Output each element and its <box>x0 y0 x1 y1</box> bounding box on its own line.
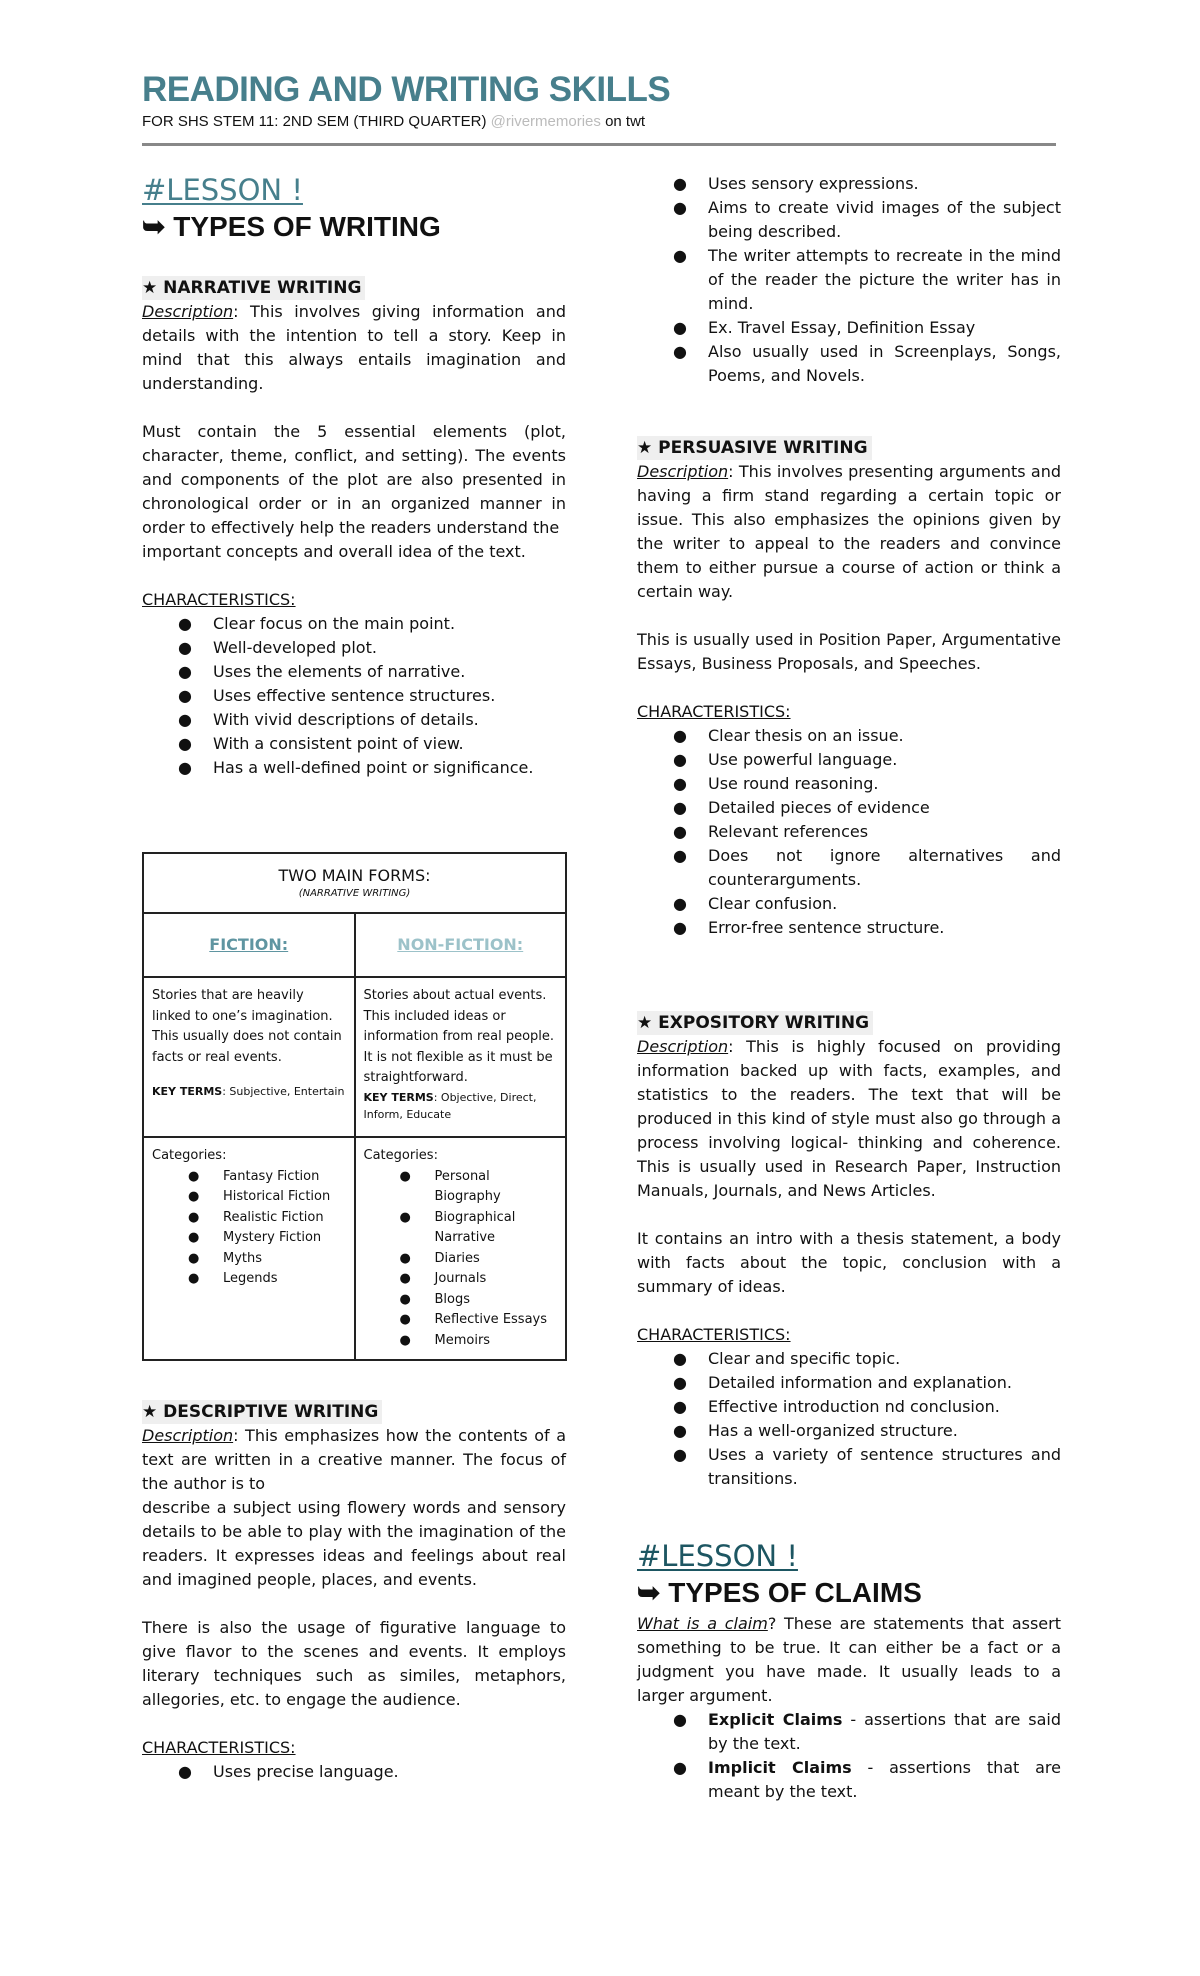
list-item-text: Historical Fiction <box>223 1189 331 1204</box>
narrative-section <box>142 276 566 780</box>
persuasive-characteristics <box>637 724 1061 940</box>
list-item <box>152 1187 346 1208</box>
narrative-forms-table <box>142 852 567 1361</box>
list-item-text: Clear and specific topic. <box>708 1349 901 1368</box>
descriptive-characteristics-cont <box>637 172 1061 388</box>
list-item <box>152 1208 346 1229</box>
list-item-text: Aims to create vivid images of the subject being described. <box>708 198 1061 241</box>
bullet-icon: ● <box>399 1250 411 1266</box>
list-item <box>637 796 1061 820</box>
list-item-text: Also usually used in Screenplays, Songs, Poems, and Novels. <box>708 342 1061 385</box>
bullet-icon: ● <box>178 614 192 633</box>
narrative-paragraph-end: important concepts and overall idea of the text. <box>142 542 526 561</box>
document-subtitle <box>142 113 645 130</box>
bullet-icon: ● <box>673 726 687 745</box>
list-item-text: Journals <box>434 1271 487 1286</box>
list-item: ● Implicit Claims - assertions that are meant by the text. <box>673 1758 1062 1801</box>
list-item-text: Use round reasoning. <box>708 774 879 793</box>
bullet-icon: ● <box>673 1349 687 1368</box>
expository-description <box>637 1035 1061 1203</box>
list-item <box>142 732 566 756</box>
list-item <box>637 172 1061 196</box>
expository-paragraph: It contains an intro with a thesis statement, a body with facts about the topic, conclusion with a summary of ideas. <box>637 1229 1061 1296</box>
list-item-text: Error-free sentence structure. <box>708 918 945 937</box>
bullet-icon: ● <box>399 1291 411 1307</box>
list-item-text: Diaries <box>434 1250 480 1266</box>
list-item <box>637 1419 1061 1443</box>
list-item <box>637 1371 1061 1395</box>
characteristics-label: CHARACTERISTICS: <box>142 1738 296 1757</box>
bullet-icon: ● <box>399 1168 411 1184</box>
list-item-text: Realistic Fiction <box>223 1209 324 1225</box>
author-handle: @rivermemories <box>490 113 601 130</box>
header-divider <box>142 143 1056 146</box>
list-item-text: Uses precise language. <box>213 1762 399 1781</box>
bullet-icon: ● <box>673 318 687 337</box>
list-item <box>364 1167 558 1208</box>
list-item <box>637 340 1061 388</box>
bullet-icon: ● <box>673 246 687 265</box>
list-item <box>637 748 1061 772</box>
bullet-icon: ● <box>399 1312 411 1327</box>
characteristics-label: CHARACTERISTICS: <box>637 702 791 721</box>
bullet-icon: ● <box>178 758 192 777</box>
list-item <box>637 244 1061 316</box>
lesson-2-section <box>637 1538 1061 1804</box>
bullet-icon: ● <box>188 1230 200 1245</box>
description-label: Description <box>142 302 234 321</box>
section-title-text: TYPES OF CLAIMS <box>668 1577 922 1608</box>
list-item <box>637 820 1061 844</box>
list-item-text: Clear confusion. <box>708 894 838 913</box>
description-label: Description <box>637 1037 729 1056</box>
descriptive-characteristics <box>142 1760 566 1784</box>
claim-term: Explicit Claims <box>708 1710 843 1729</box>
list-item <box>152 1167 346 1188</box>
list-item-text: With vivid descriptions of details. <box>213 710 479 729</box>
list-item <box>637 196 1061 244</box>
fiction-description: Stories that are heavily linked to one’s imagination. This usually does not contain facts or real events. <box>152 988 342 1065</box>
section-title-text: TYPES OF WRITING <box>173 211 441 242</box>
list-item <box>637 1395 1061 1419</box>
bullet-icon: ● <box>188 1189 200 1204</box>
list-item-text: Clear thesis on an issue. <box>708 726 904 745</box>
bullet-icon: ● <box>673 918 687 937</box>
bullet-icon: ● <box>673 750 687 769</box>
list-item <box>637 1443 1061 1491</box>
key-terms-label: KEY TERMS <box>363 1090 434 1104</box>
nonfiction-description: Stories about actual events. This included ideas or information from real people. It is not flexible as it must be straightforward. <box>363 988 555 1085</box>
list-item-text: Does not ignore alternatives and counterarguments. <box>708 846 1061 889</box>
claim-definition: - assertions that are meant by the text. <box>708 1758 1062 1801</box>
lesson-tag: #LESSON ! <box>142 173 303 207</box>
list-item <box>364 1269 558 1290</box>
claim-definition-text: ? These are statements that assert something to be true. It can either be a fact or a judgment you have made. It usually leads to a larger argument. <box>637 1614 1061 1705</box>
descriptive-description <box>142 1424 566 1496</box>
bullet-icon: ● <box>399 1271 411 1286</box>
document-title: READING AND WRITING SKILLS <box>142 70 671 109</box>
subtitle-text: FOR SHS STEM 11: 2ND SEM (THIRD QUARTER) <box>142 113 487 130</box>
bullet-icon: ● <box>673 342 687 361</box>
bullet-icon: ● <box>673 822 687 841</box>
expository-heading: ★ EXPOSITORY WRITING <box>637 1011 873 1035</box>
narrative-heading: ★ NARRATIVE WRITING <box>142 276 365 300</box>
fiction-description-cell <box>143 977 355 1137</box>
key-terms-label: KEY TERMS <box>152 1085 223 1098</box>
categories-label: Categories: <box>363 1148 438 1163</box>
list-item <box>637 844 1061 892</box>
list-item <box>142 660 566 684</box>
list-item <box>637 916 1061 940</box>
description-text: : This involves presenting arguments and having a firm stand regarding a certain topic or issue. This also emphasizes the opinions given by the writer to appeal to the readers and convince them to either pursue a course of action or think a certain way. <box>637 462 1061 601</box>
persuasive-section <box>637 436 1061 940</box>
list-item-text: Uses a variety of sentence structures and transitions. <box>708 1445 1061 1488</box>
fiction-categories <box>152 1167 346 1290</box>
bullet-icon: ● <box>673 1397 687 1416</box>
bullet-icon: ● <box>673 198 687 217</box>
list-item <box>637 316 1061 340</box>
list-item <box>142 636 566 660</box>
narrative-paragraph: Must contain the 5 essential elements (plot, character, theme, conflict, and setting). The events and components of the plot are also presented in chronological order or in an organized manner in order to effectively help the readers understand the <box>142 422 566 537</box>
lesson-1-header <box>142 172 566 246</box>
bullet-icon: ● <box>673 174 687 193</box>
list-item-text: Fantasy Fiction <box>223 1168 320 1184</box>
bullet-icon: ● <box>188 1271 200 1286</box>
categories-label: Categories: <box>152 1148 227 1163</box>
bullet-icon: ● <box>178 1762 192 1781</box>
list-item-text: Personal Biography <box>434 1168 501 1204</box>
arrow-icon: ➥ <box>637 1577 661 1608</box>
list-item: ● Explicit Claims - assertions that are said by the text. <box>673 1710 1061 1753</box>
list-item-text: Has a well-defined point or significance. <box>213 758 534 777</box>
list-item-text: Memoirs <box>434 1332 491 1348</box>
bullet-icon: ● <box>399 1332 411 1348</box>
list-item <box>364 1208 558 1249</box>
description-text: : This is highly focused on providing information backed up with facts, examples, and statistics to the readers. The text that will be produced in this kind of style must also go through a process involving logical- thinking and coherence. This is usually used in Research Paper, Instruction Manuals, Journals, and News Articles. <box>637 1037 1061 1200</box>
description-label: Description <box>637 462 729 481</box>
persuasive-heading: ★ PERSUASIVE WRITING <box>637 436 872 460</box>
list-item-text: The writer attempts to recreate in the mind of the reader the picture the writer has in mind. <box>708 246 1061 313</box>
bullet-icon: ● <box>673 774 687 793</box>
characteristics-label: CHARACTERISTICS: <box>637 1325 791 1344</box>
list-item-text: Ex. Travel Essay, Definition Essay <box>708 318 976 337</box>
claim-types <box>637 1708 1061 1804</box>
lesson-tag: #LESSON ! <box>637 1539 798 1573</box>
table-title: TWO MAIN FORMS: <box>278 866 431 885</box>
list-item-text: Effective introduction nd conclusion. <box>708 1397 1000 1416</box>
descriptive-section-continued <box>637 172 1061 388</box>
bullet-icon: ● <box>188 1168 200 1184</box>
claim-question: What is a claim <box>637 1614 768 1633</box>
list-item <box>152 1228 346 1249</box>
bullet-icon: ● <box>178 662 192 681</box>
list-item <box>364 1249 558 1270</box>
bullet-icon: ● <box>178 686 192 705</box>
list-item <box>364 1290 558 1311</box>
fiction-heading: FICTION: <box>143 913 355 977</box>
list-item <box>152 1269 346 1290</box>
bullet-icon: ● <box>178 710 192 729</box>
description-label: Description <box>142 1426 234 1445</box>
list-item-text: Mystery Fiction <box>223 1230 322 1245</box>
descriptive-section <box>142 1400 566 1784</box>
section-title <box>637 1574 1061 1612</box>
persuasive-paragraph: This is usually used in Position Paper, Argumentative Essays, Business Proposals, and Speeches. <box>637 630 1061 673</box>
nonfiction-categories-cell <box>355 1137 567 1360</box>
list-item-text: Uses sensory expressions. <box>708 174 919 193</box>
table-header <box>143 853 566 913</box>
bullet-icon: ● <box>178 638 192 657</box>
section-title <box>142 208 566 246</box>
description-text: : This emphasizes how the contents of a text are written in a creative manner. The focus of the author is to <box>142 1426 566 1493</box>
list-item-text: Legends <box>223 1271 278 1286</box>
list-item <box>142 684 566 708</box>
fiction-categories-cell <box>143 1137 355 1360</box>
list-item <box>152 1249 346 1270</box>
list-item-text: Has a well-organized structure. <box>708 1421 958 1440</box>
bullet-icon: ● <box>188 1209 200 1225</box>
narrative-characteristics <box>142 612 566 780</box>
descriptive-paragraph: There is also the usage of figurative language to give flavor to the scenes and events. It employs literary techniques such as similes, metaphors, allegories, etc. to engage the audience. <box>142 1618 566 1709</box>
arrow-icon: ➥ <box>142 211 166 242</box>
key-terms: : Subjective, Entertain <box>222 1085 345 1098</box>
claim-definition: - assertions that are said by the text. <box>708 1710 1061 1753</box>
list-item-text: Detailed information and explanation. <box>708 1373 1012 1392</box>
nonfiction-heading: NON-FICTION: <box>355 913 567 977</box>
table-subtitle: (NARRATIVE WRITING) <box>298 888 411 899</box>
list-item-text: Biographical Narrative <box>434 1209 516 1245</box>
list-item-text: Blogs <box>434 1291 471 1307</box>
list-item-text: Uses effective sentence structures. <box>213 686 496 705</box>
nonfiction-categories <box>364 1167 558 1352</box>
list-item <box>364 1331 558 1352</box>
bullet-icon: ● <box>673 798 687 817</box>
list-item-text: With a consistent point of view. <box>213 734 464 753</box>
expository-section <box>637 1011 1061 1491</box>
characteristics-label: CHARACTERISTICS: <box>142 590 296 609</box>
list-item <box>142 756 566 780</box>
expository-characteristics <box>637 1347 1061 1491</box>
subtitle-suffix: on twt <box>605 113 646 130</box>
key-terms: : Objective, Direct, Inform, Educate <box>363 1090 537 1121</box>
bullet-icon: ● <box>673 846 687 865</box>
list-item <box>142 708 566 732</box>
description-text: : This involves giving information and details with the intention to tell a story. Keep in mind that this always entails imagination and understanding. <box>142 302 566 393</box>
list-item-text: Use powerful language. <box>708 750 898 769</box>
list-item <box>142 612 566 636</box>
list-item-text: Detailed pieces of evidence <box>708 798 930 817</box>
claim-term: Implicit Claims <box>708 1758 852 1777</box>
list-item-text: Clear focus on the main point. <box>213 614 456 633</box>
bullet-icon: ● <box>673 1445 687 1464</box>
list-item <box>637 724 1061 748</box>
descriptive-description-cont: describe a subject using flowery words and sensory details to be able to play with the imagination of the readers. It expresses ideas and feelings about real and imagined people, places, and events. <box>142 1498 566 1589</box>
narrative-description <box>142 300 566 396</box>
list-item-text: Myths <box>223 1250 263 1266</box>
bullet-icon: ● <box>178 734 192 753</box>
list-item <box>142 1760 566 1784</box>
nonfiction-description-cell <box>355 977 567 1137</box>
claim-definition <box>637 1612 1061 1708</box>
list-item <box>637 772 1061 796</box>
list-item-text: Relevant references <box>708 822 869 841</box>
bullet-icon: ● <box>673 1421 687 1440</box>
list-item-text: Well-developed plot. <box>213 638 377 657</box>
bullet-icon: ● <box>188 1250 200 1266</box>
list-item-text: Uses the elements of narrative. <box>213 662 466 681</box>
descriptive-heading: ★ DESCRIPTIVE WRITING <box>142 1400 382 1424</box>
list-item-text: Reflective Essays <box>434 1312 548 1327</box>
persuasive-description <box>637 460 1061 604</box>
list-item <box>364 1310 558 1331</box>
bullet-icon: ● <box>673 894 687 913</box>
bullet-icon: ● <box>399 1209 411 1225</box>
list-item <box>637 1347 1061 1371</box>
bullet-icon: ● <box>673 1373 687 1392</box>
list-item <box>637 892 1061 916</box>
